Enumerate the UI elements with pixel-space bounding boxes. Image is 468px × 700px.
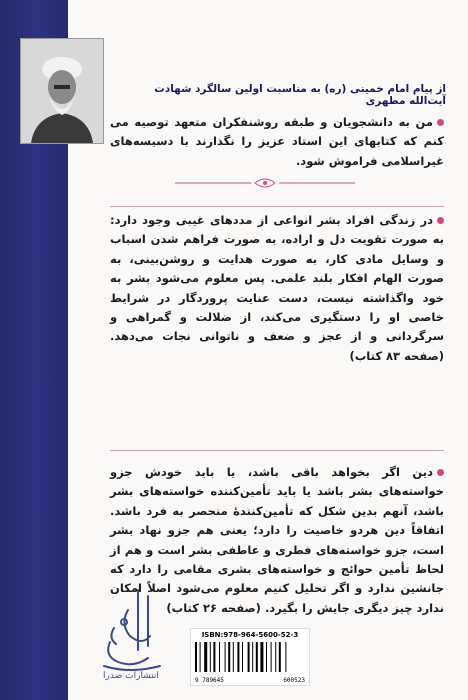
- barcode: [190, 628, 310, 686]
- bullet-icon: [437, 119, 444, 126]
- quote-1-text: من به دانشجویان و طبقه روشنفکران متعهد توصیه می کنم که کتابهای این استاد عزیز را نگذارند با دسیسه‌های غیراسلامی فراموش شود.: [110, 115, 444, 168]
- caption-quote-source: از پیام امام خمینی (ره) به مناسبت اولین سالگرد شهادت آیت‌الله مطهری: [154, 83, 446, 107]
- divider-line: [110, 450, 444, 451]
- page-reference-3: (صفحه ۲۶ کتاب): [166, 600, 261, 615]
- quote-paragraph-1: [110, 113, 444, 171]
- ornament-divider-icon: [175, 176, 355, 190]
- quote-3-text: دین اگر بخواهد باقی باشد، یا باید خودش جزو خواسته‌های بشر باشد یا باید تأمین‌کننده خواسته‌های بشر باشد، آنهم بدین شکل که تأمین‌کنندهٔ منحصر به فرد باشد. اتفاقاً دین هردو خاصیت را دارد؛ یعنی هم جزو نهاد بشر است، جزو خواسته‌های فطری و عاطفی بشر است و هم از لحاظ تأمین حوائج و خواسته‌های بشری مقامی را دارد که جانشین ندارد و اگر تحلیل کنیم معلوم می‌شود اصلاً امکان ندارد چیز دیگری جایش را بگیرد.: [110, 465, 444, 615]
- barcode-right-digits: 600523: [283, 677, 305, 684]
- barcode-digits: [195, 677, 305, 684]
- page-reference-2: (صفحه ۸۳ کتاب): [349, 348, 444, 363]
- quote-2-text: در زندگی افراد بشر انواعی از مددهای غیبی وجود دارد: به صورت تقویت دل و اراده، به صورت فراهم شدن اسباب و وسایل مادی کار، به صورت هدایت و روشن‌بینی، به صورت الهام افکار بلند علمی. پس معلوم می‌شود بشر به خود واگذاشته نیست، دست عنایت پروردگار در شرایط خاصی او را دستگیری می‌کند، از ضلالت و گمراهی و سرگردانی و از عجز و ضعف و ناتوانی نجات می‌دهد.: [110, 213, 444, 344]
- bullet-icon: [437, 217, 444, 224]
- bullet-icon: [437, 469, 444, 476]
- barcode-bars-icon: [195, 642, 305, 672]
- divider-line: [110, 206, 444, 207]
- barcode-left-digits: 9 789645: [195, 677, 224, 684]
- quote-paragraph-2: [110, 211, 444, 366]
- publisher-name: انتشارات صدرا: [103, 671, 159, 681]
- author-portrait: [20, 38, 104, 144]
- isbn-number: ISBN:978-964-5600-52-3: [201, 631, 299, 639]
